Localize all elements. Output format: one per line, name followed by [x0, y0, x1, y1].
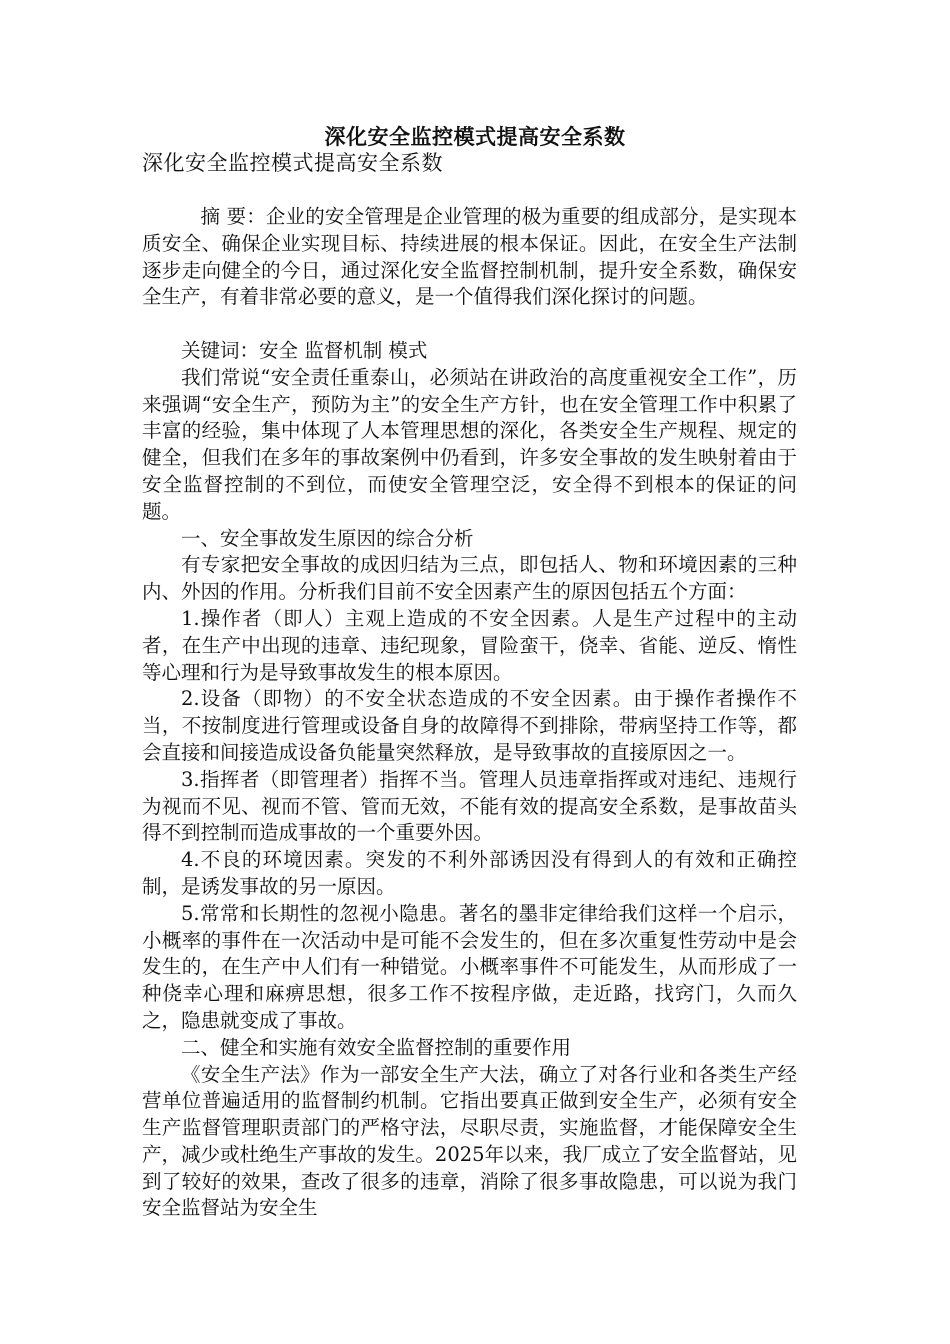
list-item: 2.设备（即物）的不安全状态造成的不安全因素。由于操作者操作不当，不按制度进行管理或设备自身的故障得不到排除，带病坚持工作等，都会直接和间接造成设备负能量突然释放，是导致事故的直接原因之一。 [142, 687, 797, 764]
section-heading: 二、健全和实施有效安全监督控制的重要作用 [181, 1035, 572, 1059]
keywords-line: 关键词：安全 监督机制 模式 [181, 338, 428, 362]
list-item: 1.操作者（即人）主观上造成的不安全因素。人是生产过程中的主动者，在生产中出现的违章、违纪现象，冒险蛮干，侥幸、省能、逆反、惰性等心理和行为是导致事故发生的根本原因。 [142, 606, 797, 684]
list-item: 3.指挥者（即管理者）指挥不当。管理人员违章指挥或对违纪、违规行为视而不见、视而不管、管而无效，不能有效的提高安全系数，是事故苗头得不到控制而造成事故的一个重要外因。 [142, 767, 797, 845]
blank-line [142, 311, 797, 338]
body-paragraph: 有专家把安全事故的成因归结为三点，即包括人、物和环境因素的三种内、外因的作用。分析我们目前不安全因素产生的原因包括五个方面： [142, 553, 797, 604]
list-item: 5.常常和长期性的忽视小隐患。著名的墨非定律给我们这样一个启示，小概率的事件在一次活动中是可能不会发生的，但在多次重复性劳动中是会发生的，在生产中人们有一种错觉。小概率事件不可能发生，从而形成了一种侥幸心理和麻痹思想，很多工作不按程序做，走近路，找窍门，久而久之，隐患就变成了事故。 [142, 901, 797, 1032]
body-paragraph: 《安全生产法》作为一部安全生产大法，确立了对各行业和各类生产经营单位普遍适用的监督制约机制。它指出要真正做到安全生产，必须有安全生产监督管理职责部门的严格守法，尽职尽责，实施监督，才能保障安全生产，减少或杜绝生产事故的发生。2025年以来，我厂成立了安全监督站，见到了较好的效果，查改了很多的违章，消除了很多事故隐患，可以说为我门安全监督站为安全生 [142, 1062, 797, 1220]
document-title: 深化安全监控模式提高安全系数 [324, 124, 626, 149]
document-body [142, 204, 797, 1222]
list-item: 4.不良的环境因素。突发的不利外部诱因没有得到人的有效和正确控制，是诱发事故的另一原因。 [142, 848, 797, 898]
section-heading: 一、安全事故发生原因的综合分析 [181, 526, 474, 550]
abstract-paragraph: 摘 要：企业的安全管理是企业管理的极为重要的组成部分，是实现本质安全、确保企业实现目标、持续进展的根本保证。因此，在安全生产法制逐步走向健全的今日，通过深化安全监督控制机制，提升安全系数，确保安全生产，有着非常必要的意义，是一个值得我们深化探讨的问题。 [142, 205, 797, 309]
body-paragraph: 我们常说“安全责任重泰山，必须站在讲政治的高度重视安全工作”，历来强调“安全生产，预防为主”的安全生产方针，也在安全管理工作中积累了丰富的经验，集中体现了人本管理思想的深化，各类安全生产规程、规定的健全，但我们在多年的事故案例中仍看到，许多安全事故的发生映射着由于安全监督控制的不到位，而使安全管理空泛，安全得不到根本的保证的问题。 [142, 365, 797, 523]
document-subtitle: 深化安全监控模式提高安全系数 [142, 151, 443, 175]
